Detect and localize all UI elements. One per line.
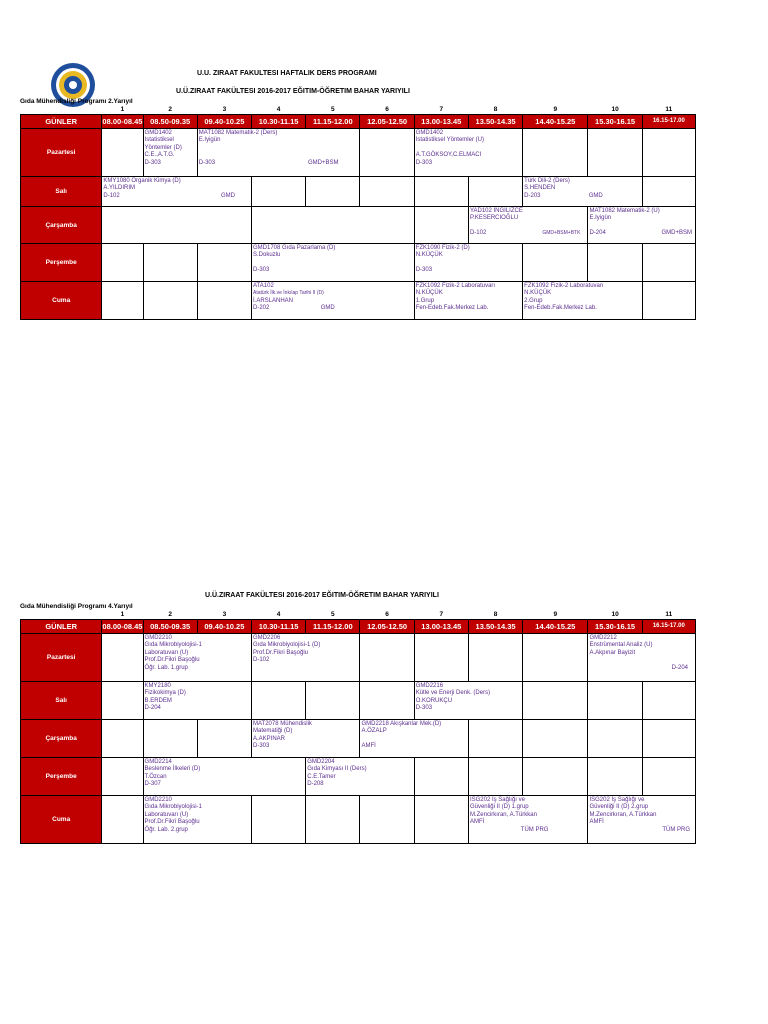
days-header: GÜNLER <box>21 115 102 129</box>
course-cell[interactable]: KMY1080 Organik Kimya (D) A.YILDIRIM D-102 GMD <box>102 177 252 207</box>
time-slot: 12.05-12.50 <box>360 620 414 634</box>
col-number: 7 <box>439 611 444 618</box>
col-number: 9 <box>553 106 558 113</box>
course-cell[interactable]: GMD2212 Enstrümental Analiz (U) A.Akpınar Bayizit D-204 <box>588 634 696 682</box>
col-number: 6 <box>385 106 389 113</box>
col-number: 3 <box>222 106 227 113</box>
course-cell[interactable]: MAT1082 Matematik-2 (Ders) E.Iyigün D-303 GMD+BSM <box>197 129 360 177</box>
col-number: 1 <box>120 106 125 113</box>
time-slot: 16.15-17.00 <box>642 620 695 634</box>
day-label: Perşembe <box>21 244 102 282</box>
col-number: 7 <box>439 106 444 113</box>
col-number: 9 <box>553 611 558 618</box>
day-label: Salı <box>21 177 102 207</box>
time-slot: 08.00-08.45 <box>102 115 143 129</box>
col-number: 8 <box>493 106 498 113</box>
day-label: Salı <box>21 682 102 720</box>
time-slot: 13.00-13.45 <box>414 115 468 129</box>
course-cell[interactable]: GMD1402 Istatistiksel Yöntemler (D) C.E.,A.T.G. D-303 <box>143 129 197 177</box>
course-cell[interactable]: GMD2216 Kütle ve Enerji Denk. (Ders) O.KORUKÇU D-303 <box>414 682 522 720</box>
time-slot: 16.15-17.00 <box>642 115 695 129</box>
faculty-title: U.U. ZIRAAT FAKULTESI HAFTALIK DERS PROGRAMI <box>197 70 377 77</box>
day-label: Çarşamba <box>21 720 102 758</box>
col-number: 5 <box>331 611 335 618</box>
time-slot: 14.40-15.25 <box>523 620 588 634</box>
schedule-table-2nd-semester <box>20 106 696 320</box>
semester-title: U.Ü.ZIRAAT FAKÜLTESI 2016-2017 EĞITIM-ÖĞRETIM BAHAR YARIYILI <box>176 88 410 95</box>
time-slot: 13.50-14.35 <box>468 115 522 129</box>
col-number: 4 <box>276 611 281 618</box>
time-slot: 13.00-13.45 <box>414 620 468 634</box>
course-cell[interactable]: ATA102 Atatürk İlk.ve İnkılap Tarihi II (D) İ.ARSLANHAN D-202 GMD <box>252 282 415 320</box>
day-label: Cuma <box>21 796 102 844</box>
time-slot: 08.00-08.45 <box>102 620 143 634</box>
course-cell[interactable]: GMD2204 Gıda Kimyası II (Ders) C.E.Tamer D-208 <box>306 758 414 796</box>
course-cell[interactable]: Türk Dili-2 (Ders) S.HENDEN D-203 GMD <box>523 177 643 207</box>
time-slot: 15.30-16.15 <box>588 115 642 129</box>
course-cell[interactable]: MAT1082 Matematik-2 (U) E.Iyigün D-204 GMD+BSM <box>588 207 696 244</box>
day-label: Pazartesi <box>21 129 102 177</box>
col-number: 4 <box>276 106 281 113</box>
col-number: 10 <box>611 106 619 113</box>
day-label: Çarşamba <box>21 207 102 244</box>
time-slot: 10.30-11.15 <box>252 620 306 634</box>
program-title: Gıda Mühendisliği Programı 2.Yarıyıl <box>20 98 133 105</box>
time-slot: 09.40-10.25 <box>197 620 251 634</box>
course-cell[interactable]: FZK1090 Fizik-2 (D) N.KÜÇÜK D-303 <box>414 244 522 282</box>
course-cell[interactable]: FZK1092 Fizik-2 Laboratuvarı N.KÜÇÜK 2.Grup Fen-Edeb.Fak.Merkez Lab. <box>523 282 643 320</box>
course-cell[interactable]: GMD2210 Gıda Mikrobiyolojisi-1 Laboratuvarı (U) Prof.Dr.Fikri Başoğlu Öğr. Lab. 1.grup <box>143 634 251 682</box>
time-slot: 11.15-12.00 <box>306 115 360 129</box>
time-slot: 13.50-14.35 <box>468 620 522 634</box>
col-number: 5 <box>331 106 335 113</box>
course-cell[interactable]: GMD2206 Gıda Mikrobiyolojisi-1 (D) Prof.Dr.Fikri Başoğlu D-102 <box>252 634 360 682</box>
day-label: Cuma <box>21 282 102 320</box>
col-number: 11 <box>665 611 673 618</box>
time-slot: 12.05-12.50 <box>360 115 414 129</box>
course-cell[interactable]: GMD1402 Istatistiksel Yöntemler (U) A.T.GÖKSOY,C.ELMACI D-303 <box>414 129 522 177</box>
col-number: 2 <box>168 611 172 618</box>
course-cell[interactable]: GMD1708 Gıda Pazarlama (D) S.Dokuzlu D-303 <box>252 244 415 282</box>
time-slot: 10.30-11.15 <box>252 115 306 129</box>
course-cell[interactable]: KMY2180 Fizikokimya (D) B.ERDEM D-204 <box>143 682 251 720</box>
course-cell[interactable]: YAD102 INGILIZCE P.KESERCIOĞLU D-102 GMD+BSM+BTK <box>468 207 588 244</box>
time-slot: 11.15-12.00 <box>306 620 360 634</box>
col-number: 11 <box>665 106 673 113</box>
col-number: 10 <box>611 611 619 618</box>
day-label: Pazartesi <box>21 634 102 682</box>
program-title-2: Gıda Mühendisliği Programı 4.Yarıyıl <box>20 603 133 610</box>
course-cell[interactable]: MAT2078 Mühendislik Matematiği (D) A.AKPINAR D-303 <box>252 720 360 758</box>
col-number: 6 <box>385 611 389 618</box>
day-label: Perşembe <box>21 758 102 796</box>
course-cell[interactable]: FZK1092 Fizik-2 Laboratuvarı N.KÜÇÜK 1.Grup Fen-Edeb.Fak.Merkez Lab. <box>414 282 522 320</box>
time-slot: 08.50-09.35 <box>143 620 197 634</box>
col-number: 8 <box>493 611 498 618</box>
col-number: 2 <box>168 106 172 113</box>
col-number: 1 <box>120 611 125 618</box>
time-slot: 14.40-15.25 <box>523 115 588 129</box>
days-header: GÜNLER <box>21 620 102 634</box>
course-cell[interactable]: GMD2210 Gıda Mikrobiyolojisi-1 Laboratuvarı (U) Prof.Dr.Fikri Başoğlu Öğr. Lab. 2.grup <box>143 796 251 844</box>
time-slot: 08.50-09.35 <box>143 115 197 129</box>
schedule-table-4th-semester <box>20 611 696 844</box>
course-cell[interactable]: ISG202 İş Sağlığı ve Güvenliği II (D) 1.grup M.Zencirkıran, A.Türkkan AMFİ TÜM PRG <box>468 796 588 844</box>
time-slot: 09.40-10.25 <box>197 115 251 129</box>
course-cell[interactable]: GMD2218 Akışkanlar Mek.(D) A.ÖZALP AMFİ <box>360 720 468 758</box>
course-cell[interactable]: ISG202 İş Sağlığı ve Güvenliği II (D) 2.grup M.Zencirkıran, A.Türkkan AMFİ TÜM PRG <box>588 796 696 844</box>
time-slot: 15.30-16.15 <box>588 620 642 634</box>
col-number: 3 <box>222 611 227 618</box>
course-cell[interactable]: GMD2214 Beslenme İlkeleri (D) T.Özcan D-307 <box>143 758 306 796</box>
semester-title-2: U.Ü.ZIRAAT FAKÜLTESI 2016-2017 EĞITIM-ÖĞRETIM BAHAR YARIYILI <box>205 592 439 599</box>
